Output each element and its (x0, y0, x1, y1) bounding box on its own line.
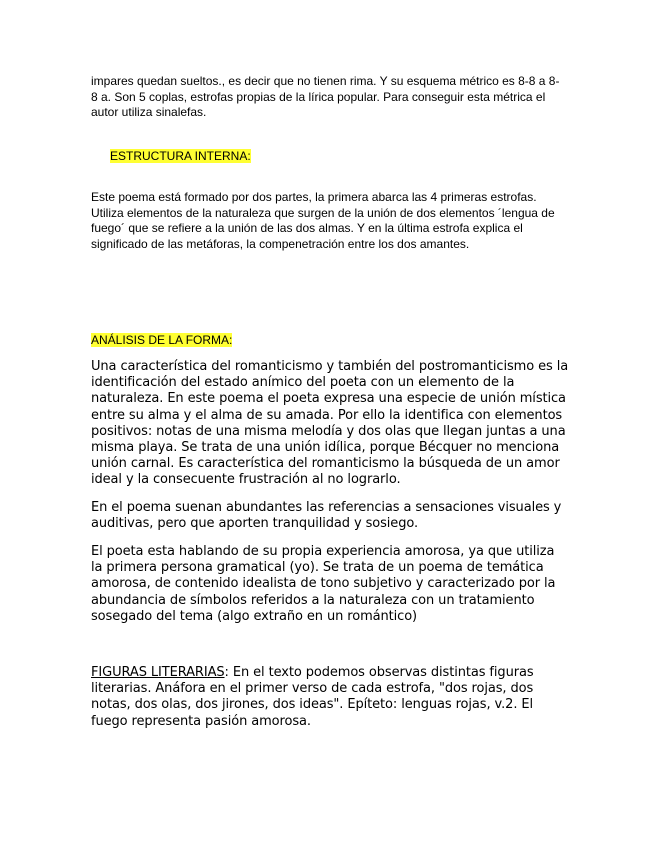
estructura-interna-heading-text: ESTRUCTURA INTERNA: (110, 149, 251, 163)
analisis-forma-heading (91, 333, 232, 349)
figuras-literarias-label: FIGURAS LITERARIAS (91, 665, 225, 680)
analisis-paragraph-3: El poeta esta hablando de su propia experiencia amorosa, ya que utiliza la primera persona gramatical (yo). Se trata de un poema de temática amorosa, de contenido idealista de tono subjetivo y caracterizado por la abundancia de símbolos referidos a la naturaleza con un tratamiento sosegado del tema (algo extraño en un romántico) (91, 544, 556, 624)
estructura-interna-paragraph: Este poema está formado por dos partes, la primera abarca las 4 primeras estrofas. Utiliza elementos de la naturaleza que surgen de la unión de dos elementos ´lengua de fuego´ que se refiere a la unión de las dos almas. Y en la última estrofa explica el significado de las metáforas, la compenetración entre los dos amantes. (91, 190, 555, 251)
intro-paragraph: impares quedan sueltos., es decir que no tienen rima. Y su esquema métrico es 8-8 a 8- 8 a. Son 5 coplas, estrofas propias de la lírica popular. Para conseguir esta métrica el autor utiliza sinalefas. (91, 74, 560, 119)
estructura-interna-heading (110, 149, 251, 165)
figuras-literarias-text: : En el texto podemos observas distintas figuras literarias. Anáfora en el primer verso de cada estrofa, "dos rojas, dos notas, dos olas, dos jirones, dos ideas". Epíteto: lenguas rojas, v.2. El fuego representa pasión amorosa. (91, 665, 534, 729)
analisis-forma-heading-text: ANÁLISIS DE LA FORMA: (91, 333, 233, 347)
figuras-literarias-paragraph (91, 665, 569, 730)
analisis-paragraph-1: Una característica del romanticismo y también del postromanticismo es la identificación del estado anímico del poeta con un elemento de la naturaleza. En este poema el poeta expresa una especie de unión mística entre su alma y el alma de su amada. Por ello la identifica con elementos positivos: notas de una misma melodía y dos olas que llegan juntas a una misma playa. Se trata de una unión idílica, porque Bécquer no menciona unión carnal. Es característica del romanticismo la búsqueda de un amor ideal y la consecuente frustración al no lograrlo. (91, 359, 569, 488)
analisis-paragraph-2: En el poema suenan abundantes las referencias a sensaciones visuales y auditivas, pero que aporten tranquilidad y sosiego. (91, 500, 562, 532)
